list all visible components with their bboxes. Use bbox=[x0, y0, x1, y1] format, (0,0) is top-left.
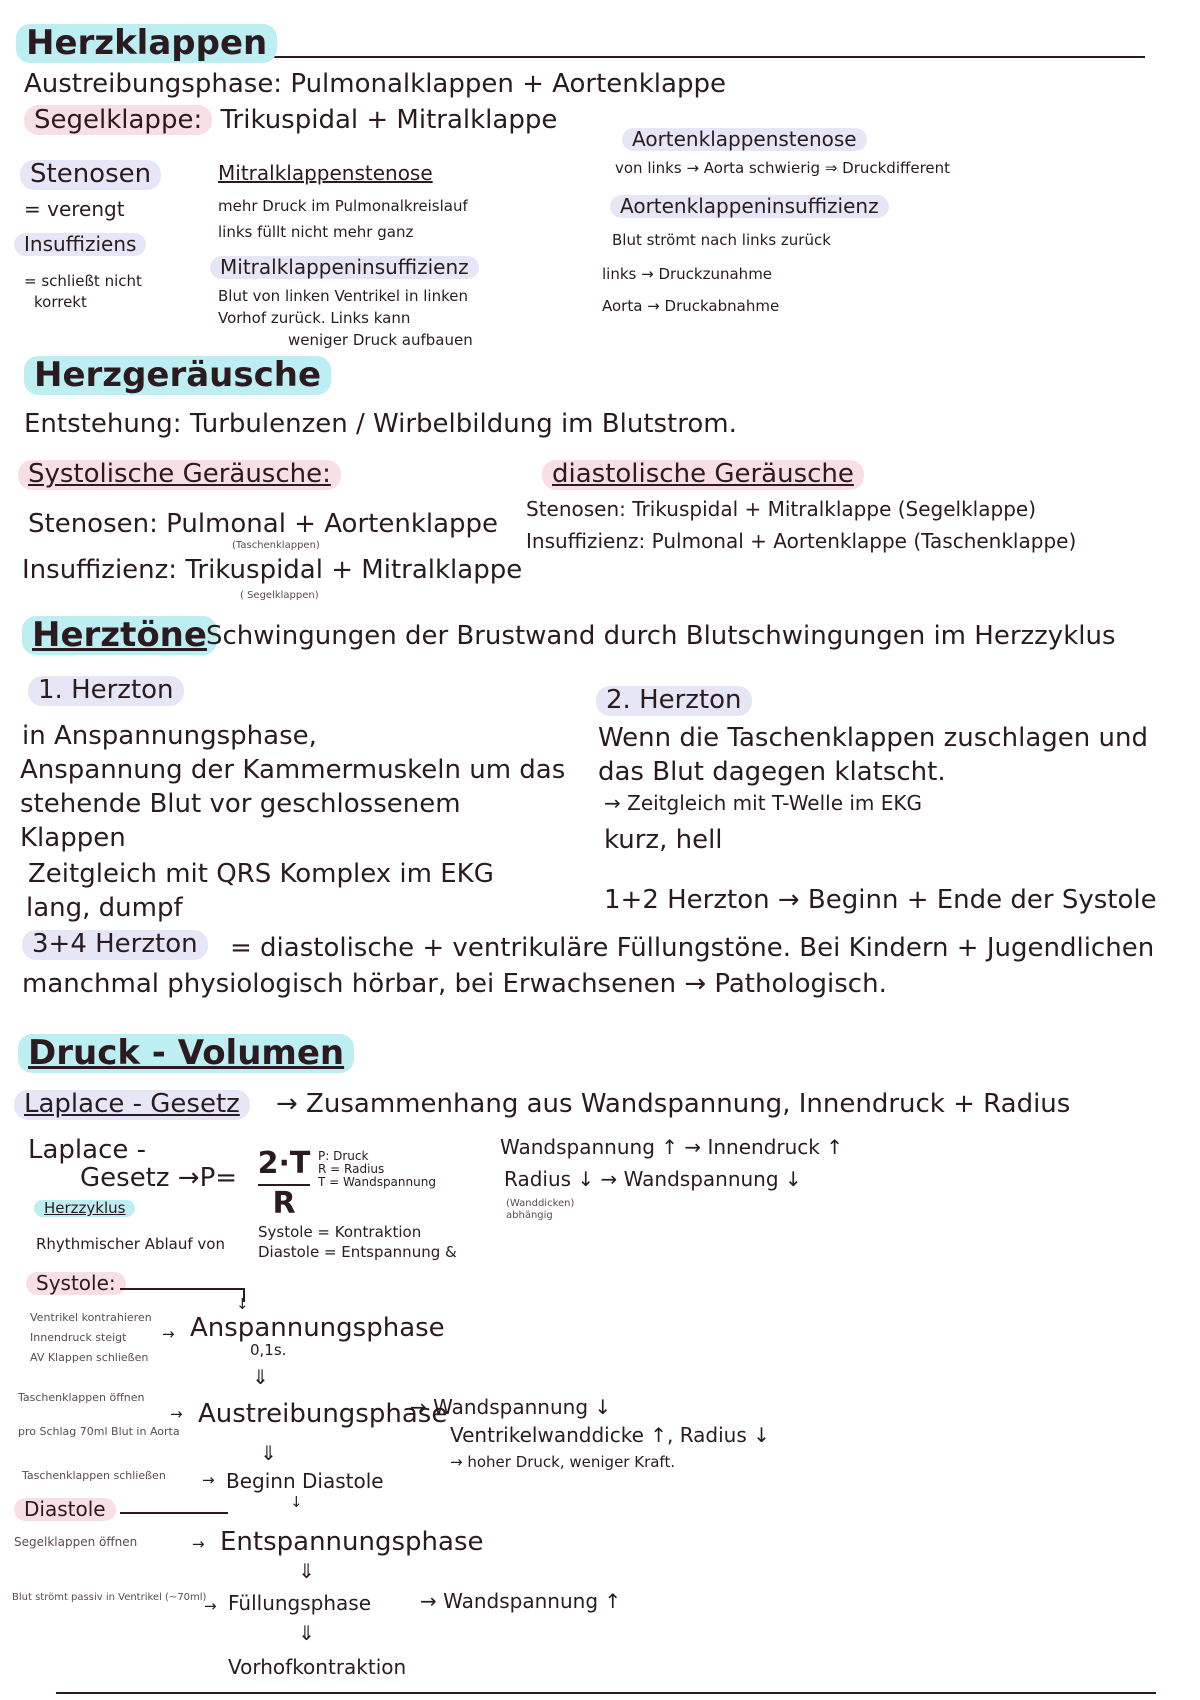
systole-label: Systole: bbox=[26, 1272, 126, 1295]
legend-wandspannung: T = Wandspannung bbox=[318, 1175, 436, 1190]
stenosen-label: Stenosen bbox=[20, 160, 161, 190]
insuff-def-2: korrekt bbox=[34, 293, 87, 311]
entstehung-line bbox=[24, 410, 737, 440]
arrow-glyph: ⇓ bbox=[252, 1365, 269, 1389]
bottom-rule bbox=[56, 1692, 1156, 1694]
stenosen-def: = verengt bbox=[24, 197, 125, 221]
insuff-label: Insuffiziens bbox=[14, 233, 146, 256]
herzton-3-4-title: 3+4 Herzton bbox=[22, 930, 208, 960]
aorta-stenose-title: Aortenklappenstenose bbox=[622, 128, 867, 151]
herzton-1-title: 1. Herzton bbox=[28, 676, 184, 706]
segel-label: Segelklappe: bbox=[24, 105, 212, 135]
laplace-relation-note: (Wanddicken) abhängig bbox=[506, 1198, 575, 1221]
diastole-side-1: Segelklappen öffnen bbox=[14, 1535, 138, 1549]
austreibung-result-1: → Wandspannung ↓ bbox=[410, 1395, 612, 1419]
aorta-insuff-1: Blut strömt nach links zurück bbox=[612, 231, 831, 249]
arrow-glyph: → bbox=[202, 1471, 215, 1489]
herzton-3-4-line-2: manchmal physiologisch hörbar, bei Erwachsenen → Pathologisch. bbox=[22, 969, 887, 999]
segel-text: Trikuspidal + Mitralklappe bbox=[220, 105, 558, 135]
laplace-def: → Zusammenhang aus Wandspannung, Innendruck + Radius bbox=[276, 1089, 1071, 1119]
aorta-insuff-3: Aorta → Druckabnahme bbox=[602, 297, 780, 315]
systolische-insuff-note: ( Segelklappen) bbox=[240, 590, 319, 601]
austreibung-result-2: Ventrikelwanddicke ↑, Radius ↓ bbox=[450, 1423, 770, 1447]
herzton-1-line: stehende Blut vor geschlossenem bbox=[20, 789, 461, 819]
systole-side-6: Taschenklappen schließen bbox=[22, 1469, 166, 1482]
formula-legend bbox=[318, 1150, 436, 1190]
arrow-glyph: → bbox=[162, 1325, 175, 1343]
arrow-glyph: → bbox=[192, 1535, 205, 1553]
diastole-def: Diastole = Entspannung & bbox=[258, 1243, 457, 1261]
formula-denominator: R bbox=[272, 1186, 296, 1221]
laplace-lhs-1: Laplace - bbox=[28, 1135, 147, 1165]
herzton-2-line: das Blut dagegen klatscht. bbox=[598, 757, 946, 787]
systole-side-2: Innendruck steigt bbox=[30, 1331, 127, 1344]
arrow-glyph: ⇓ bbox=[298, 1559, 315, 1583]
herzton-1-2-summary: 1+2 Herzton → Beginn + Ende der Systole bbox=[604, 885, 1157, 915]
systolische-insuff: Insuffizienz: Trikuspidal + Mitralklappe bbox=[22, 555, 523, 585]
laplace-relation-2: Radius ↓ → Wandspannung ↓ bbox=[504, 1167, 802, 1191]
herzton-3-4-line-1: = diastolische + ventrikuläre Füllungstöne. Bei Kindern + Jugendlichen bbox=[230, 933, 1155, 963]
austreibung-label: Austreibungsphase: bbox=[24, 69, 283, 99]
aorta-insuff-title: Aortenklappeninsuffizienz bbox=[610, 195, 889, 218]
austreibung-result-3: → hoher Druck, weniger Kraft. bbox=[450, 1453, 676, 1471]
entstehung-label: Entstehung: bbox=[24, 409, 182, 439]
herztoene-def: Schwingungen der Brustwand durch Blutschwingungen im Herzzyklus bbox=[206, 621, 1116, 651]
insuff-def-1: = schließt nicht bbox=[24, 272, 142, 290]
arrow-glyph: ↓ bbox=[236, 1295, 249, 1313]
herzton-1-line: in Anspannungsphase, bbox=[22, 721, 317, 751]
arrow-glyph: ⇓ bbox=[298, 1621, 315, 1645]
arrow-glyph: → bbox=[170, 1405, 183, 1423]
legend-druck: P: Druck bbox=[318, 1149, 369, 1163]
legend-radius: R = Radius bbox=[318, 1162, 385, 1177]
heading-herztoene: Herztöne bbox=[22, 616, 217, 655]
herzton-2-line: → Zeitgleich mit T-Welle im EKG bbox=[604, 791, 923, 815]
systole-side-1: Ventrikel kontrahieren bbox=[30, 1311, 152, 1324]
heading-herzklappen: Herzklappen bbox=[16, 24, 277, 63]
austreibungsphase: Austreibungsphase bbox=[198, 1399, 448, 1429]
formula-numerator: 2·T bbox=[257, 1146, 311, 1181]
mitral-insuff-title: Mitralklappeninsuffizienz bbox=[210, 256, 479, 279]
mitral-insuff-1: Blut von linken Ventrikel in linken bbox=[218, 287, 468, 305]
herzton-2-line: kurz, hell bbox=[604, 825, 723, 855]
heading-herzgeraeusche: Herzgeräusche bbox=[24, 356, 331, 395]
herzzyklus-title: Herzzyklus bbox=[34, 1200, 135, 1217]
laplace-title: Laplace - Gesetz bbox=[14, 1090, 250, 1120]
aorta-insuff-2: links → Druckzunahme bbox=[602, 265, 773, 283]
austreibung-line bbox=[24, 70, 726, 100]
diastolische-stenosen: Stenosen: Trikuspidal + Mitralklappe (Segelklappe) bbox=[526, 497, 1036, 521]
mitral-stenose-1: mehr Druck im Pulmonalkreislauf bbox=[218, 197, 468, 215]
anspannungsphase-time: 0,1s. bbox=[250, 1341, 287, 1359]
laplace-relation-1: Wandspannung ↑ → Innendruck ↑ bbox=[500, 1135, 843, 1159]
beginn-diastole: Beginn Diastole bbox=[226, 1469, 384, 1493]
systole-side-4: Taschenklappen öffnen bbox=[18, 1391, 145, 1404]
fuellungsphase: Füllungsphase bbox=[228, 1591, 372, 1615]
herzton-1-line: Zeitgleich mit QRS Komplex im EKG bbox=[28, 859, 494, 889]
diastolische-insuff: Insuffizienz: Pulmonal + Aortenklappe (Taschenklappe) bbox=[526, 529, 1077, 553]
herzton-1-line: lang, dumpf bbox=[26, 893, 183, 923]
herzton-1-line: Anspannung der Kammermuskeln um das bbox=[20, 755, 566, 785]
systolische-title: Systolische Geräusche: bbox=[18, 460, 341, 490]
systole-side-5: pro Schlag 70ml Blut in Aorta bbox=[18, 1425, 180, 1438]
mitral-stenose-2: links füllt nicht mehr ganz bbox=[218, 223, 414, 241]
herzzyklus-def: Rhythmischer Ablauf von bbox=[36, 1235, 225, 1253]
diastole-arrow-line bbox=[120, 1512, 228, 1514]
top-rule bbox=[200, 56, 1145, 58]
aorta-stenose-1: von links → Aorta schwierig ⇒ Druckdifferent bbox=[615, 159, 951, 177]
entspannungsphase: Entspannungsphase bbox=[220, 1527, 484, 1557]
anspannungsphase: Anspannungsphase bbox=[190, 1313, 445, 1343]
arrow-glyph: → bbox=[204, 1597, 217, 1615]
systolische-stenosen: Stenosen: Pulmonal + Aortenklappe bbox=[28, 509, 499, 539]
herzton-1-line: Klappen bbox=[20, 823, 126, 853]
systole-arrow-line bbox=[120, 1288, 244, 1290]
herzton-2-line: Wenn die Taschenklappen zuschlagen und bbox=[598, 723, 1148, 753]
austreibung-text: Pulmonalklappen + Aortenklappe bbox=[290, 69, 726, 99]
entstehung-text: Turbulenzen / Wirbelbildung im Blutstrom. bbox=[189, 409, 737, 439]
diastolische-title: diastolische Geräusche bbox=[542, 460, 864, 490]
mitral-insuff-3: weniger Druck aufbauen bbox=[288, 331, 473, 349]
fuellung-result: → Wandspannung ↑ bbox=[420, 1589, 622, 1613]
heading-druck-volumen: Druck - Volumen bbox=[18, 1034, 354, 1073]
systole-side-3: AV Klappen schließen bbox=[30, 1351, 149, 1364]
diastole-side-2: Blut strömt passiv in Ventrikel (~70ml) bbox=[12, 1592, 207, 1603]
mitral-stenose-title: Mitralklappenstenose bbox=[218, 161, 433, 185]
arrow-glyph: ↓ bbox=[290, 1493, 303, 1511]
laplace-lhs-2: Gesetz →P= bbox=[80, 1163, 238, 1193]
mitral-insuff-2: Vorhof zurück. Links kann bbox=[218, 309, 411, 327]
diastole-label: Diastole bbox=[14, 1498, 116, 1521]
vorhofkontraktion: Vorhofkontraktion bbox=[228, 1655, 407, 1679]
arrow-glyph: ⇓ bbox=[260, 1441, 277, 1465]
systolische-stenosen-note: (Taschenklappen) bbox=[232, 540, 320, 551]
herzton-2-title: 2. Herzton bbox=[596, 686, 752, 716]
segel-line bbox=[24, 106, 557, 136]
systole-def: Systole = Kontraktion bbox=[258, 1223, 422, 1241]
